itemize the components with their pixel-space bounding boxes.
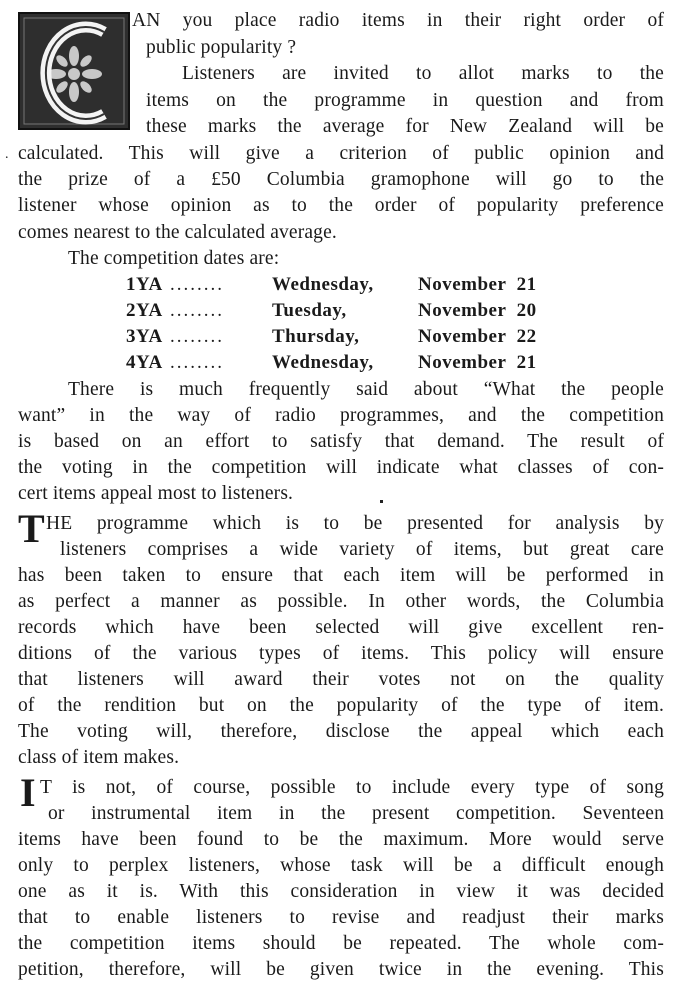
text-line-content: cert items appeal most to listeners. bbox=[18, 483, 294, 504]
text-line bbox=[0, 141, 700, 167]
text-line bbox=[0, 615, 700, 641]
text-line-content: as perfect a manner as possible. In other words, the Columbia bbox=[18, 591, 664, 612]
text-line bbox=[0, 775, 700, 801]
text-line bbox=[0, 220, 700, 246]
schedule-day: Thursday, bbox=[272, 326, 360, 347]
schedule-leader: ........ bbox=[170, 352, 224, 373]
schedule-leader: ........ bbox=[170, 300, 224, 321]
schedule-date: November 20 bbox=[418, 300, 537, 321]
text-line bbox=[0, 801, 700, 827]
text-line-content: that to enable listeners to revise and readjust their marks bbox=[18, 907, 664, 928]
text-line bbox=[0, 827, 700, 853]
text-line-content: one as it is. With this consideration in view it was decided bbox=[18, 881, 664, 902]
text-line-content: Listeners are invited to allot marks to the bbox=[182, 63, 664, 84]
text-line bbox=[0, 246, 700, 272]
text-line-content: items have been found to be the maximum. More would serve bbox=[18, 829, 664, 850]
text-line bbox=[0, 35, 700, 61]
text-line bbox=[0, 641, 700, 667]
schedule-day: Wednesday, bbox=[272, 352, 374, 373]
text-line-content: is based on an effort to satisfy that demand. The result of bbox=[18, 431, 664, 452]
text-line bbox=[0, 167, 700, 193]
text-line-content: T is not, of course, possible to include every type of song bbox=[40, 777, 664, 798]
schedule-date: November 22 bbox=[418, 326, 537, 347]
text-line bbox=[0, 88, 700, 114]
text-line bbox=[0, 719, 700, 745]
text-line-content: AN you place radio items in their right order of bbox=[132, 10, 664, 31]
text-line-content: the voting in the competition will indicate what classes of con- bbox=[18, 457, 664, 478]
text-line bbox=[0, 853, 700, 879]
text-line-content: the competition items should be repeated. The whole com- bbox=[18, 933, 664, 954]
text-line-content: ditions of the various types of items. This policy will ensure bbox=[18, 643, 664, 664]
text-line-content: comes nearest to the calculated average. bbox=[18, 222, 337, 243]
schedule-date: November 21 bbox=[418, 274, 537, 295]
text-line-content: items on the programme in question and from bbox=[146, 90, 664, 111]
text-line bbox=[0, 193, 700, 219]
text-line bbox=[0, 537, 700, 563]
schedule-station: 2YA bbox=[126, 300, 163, 321]
schedule-date: November 21 bbox=[418, 352, 537, 373]
margin-mark: . bbox=[5, 147, 9, 162]
schedule-station: 3YA bbox=[126, 326, 163, 347]
text-line-content: public popularity ? bbox=[146, 37, 297, 58]
text-line-content: or instrumental item in the present competition. Seventeen bbox=[48, 803, 664, 824]
paragraph-initial: T bbox=[18, 506, 45, 551]
text-line bbox=[0, 511, 700, 537]
text-line bbox=[0, 879, 700, 905]
text-line-content: class of item makes. bbox=[18, 747, 180, 768]
text-line-content: calculated. This will give a criterion of public opinion and bbox=[18, 143, 664, 164]
text-line bbox=[0, 589, 700, 615]
text-line bbox=[0, 745, 700, 771]
text-line bbox=[0, 563, 700, 589]
text-line bbox=[0, 8, 700, 34]
text-line-content: that listeners will award their votes not on the quality bbox=[18, 669, 664, 690]
text-line bbox=[0, 429, 700, 455]
text-line-content: want” in the way of radio programmes, and the competition bbox=[18, 405, 664, 426]
text-line bbox=[0, 114, 700, 140]
schedule-leader: ........ bbox=[170, 326, 224, 347]
text-line-content: only to perplex listeners, whose task will be a difficult enough bbox=[18, 855, 664, 876]
text-line-content: listener whose opinion as to the order of popularity preference bbox=[18, 195, 664, 216]
text-line-content: The competition dates are: bbox=[68, 248, 280, 269]
text-line-content: has been taken to ensure that each item will be performed in bbox=[18, 565, 664, 586]
text-line bbox=[0, 377, 700, 403]
text-line-content: There is much frequently said about “What the people bbox=[68, 379, 664, 400]
text-line-content: the prize of a £50 Columbia gramophone will go to the bbox=[18, 169, 664, 190]
schedule-station: 4YA bbox=[126, 352, 163, 373]
text-line bbox=[0, 481, 700, 507]
schedule-day: Tuesday, bbox=[272, 300, 347, 321]
text-line-content: HE programme which is to be presented for analysis by bbox=[46, 513, 664, 534]
text-line bbox=[0, 455, 700, 481]
text-line-content: these marks the average for New Zealand will be bbox=[146, 116, 664, 137]
text-line bbox=[0, 905, 700, 931]
text-line bbox=[0, 61, 700, 87]
text-line bbox=[0, 957, 700, 983]
text-line-content: of the rendition but on the popularity of the type of item. bbox=[18, 695, 664, 716]
text-line bbox=[0, 667, 700, 693]
text-line-content: petition, therefore, will be given twice in the evening. This bbox=[18, 959, 664, 980]
text-line-content: The voting will, therefore, disclose the appeal which each bbox=[18, 721, 664, 742]
text-line-content: records which have been selected will give excellent ren- bbox=[18, 617, 664, 638]
text-line-content: listeners comprises a wide variety of items, but great care bbox=[60, 539, 664, 560]
text-line bbox=[0, 693, 700, 719]
schedule-leader: ........ bbox=[170, 274, 224, 295]
text-line bbox=[0, 403, 700, 429]
schedule-station: 1YA bbox=[126, 274, 163, 295]
text-line bbox=[0, 931, 700, 957]
speck-mark bbox=[380, 500, 383, 503]
paragraph-initial: I bbox=[20, 770, 36, 815]
schedule-day: Wednesday, bbox=[272, 274, 374, 295]
